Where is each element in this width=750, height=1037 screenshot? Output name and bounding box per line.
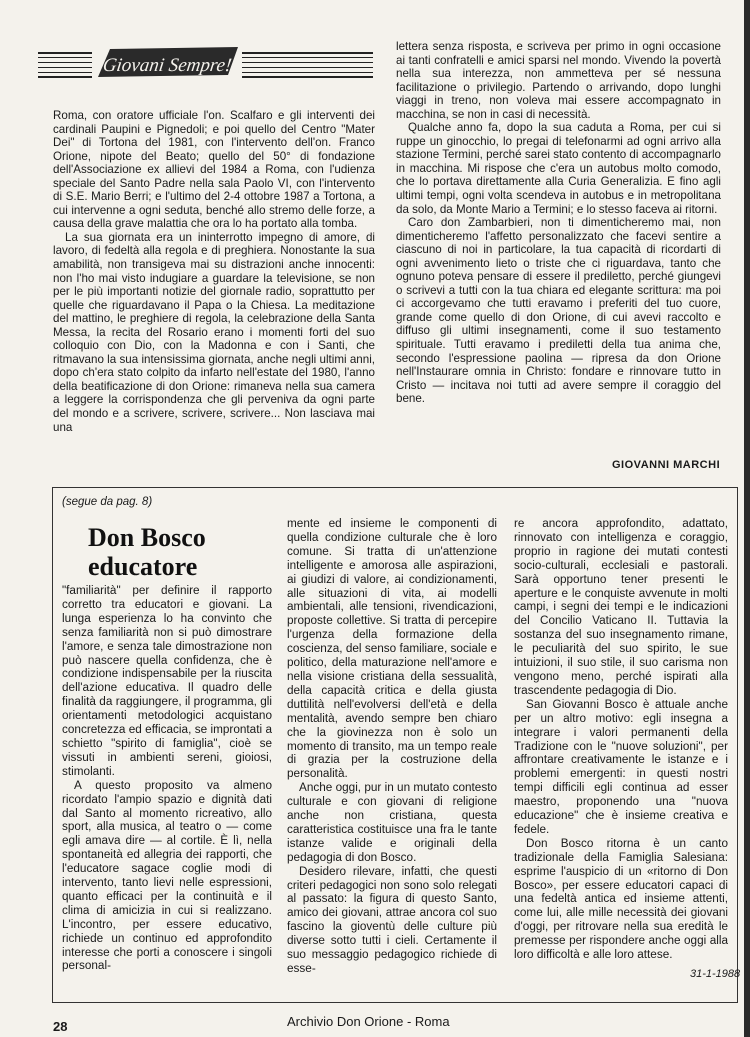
header-rules-right <box>242 52 373 81</box>
bottom-article-column-3 <box>514 517 728 969</box>
paragraph: La sua giornata era un ininterrotto impegno di amore, di lavoro, di fedeltà alla regola e di preghiera. Nonostante la sua amabilità, non transigeva mai su distrazioni anche innocenti: non l'ho mai visto indugiare a guardare la televisione, se non per le più importanti notizie del giornale radio, soprattutto per quelle che riguardavano il Papa o la Chiesa. La meditazione del mattino, le preghiere di regola, la celebrazione della Santa Messa, la recita del Rosario erano i momenti forti del suo colloquio con Dio, con la Madonna e con i Santi, che ritmavano la sua intensissima giornata, anche negli ultimi anni, dopo ch'era stato colpito da infarto nell'estate del 1980, l'anno della beatificazione di don Orione: rimaneva nella sua camera a leggere la corrispondenza che gli perveniva da ogni parte del mondo e a scrivere, scrivere, scrivere... Non lasciava mai una <box>53 230 375 434</box>
article-date: 31-1-1988 <box>690 968 741 980</box>
header-rules-left <box>38 52 92 81</box>
paragraph: "familiarità" per definire il rapporto corretto tra educatori e giovani. La lunga esperienza lo ha convinto che senza familiarità non si può dimostrare l'amore, e senza tale dimostrazione non può nascere quella confidenza, che è condizione indispensabile per la riuscita dell'azione educativa. Il quadro delle finalità da raggiungere, il programma, gli orientamenti metodologici acquistano concretezza ed efficacia, se improntati a schietto "spirito di famiglia", cioè se vissuti in ambienti sereni, gioiosi, stimolanti. <box>62 584 272 778</box>
paragraph: lettera senza risposta, e scriveva per primo in ogni occasione ai tanti confratelli e amici sparsi nel mondo. Vivendo la povertà nella sua interezza, non ammetteva per sé nessuna facilitazione o privilegio. Partendo o arrivando, dopo lunghi viaggi in treno, non voleva mai essere accompagnato in macchina, se non in casi di necessità. <box>396 40 721 121</box>
title-line: Don Bosco <box>88 523 206 552</box>
paragraph: A questo proposito va almeno ricordato l'ampio spazio e dignità dati dal Santo al momento ricreativo, allo sport, alla musica, al teatro o — come egli amava dire — al cortile. È lì, nella spontaneità ed allegria dei rapporti, che l'educatore sagace coglie modi di intervento, tanto lievi nelle espressioni, quanto efficaci per la continuità e il clima di amicizia in cui si realizzano. L'incontro, per essere educativo, richiede un continuo ed approfondito interesse che porti a conoscere i singoli personal- <box>62 778 272 973</box>
bottom-article-column-2 <box>287 517 497 994</box>
paragraph: Anche oggi, pur in un mutato contesto culturale e con giovani di religione anche non cristiana, questa caratteristica costituisce una fra le tante istanze valide e originali della pedagogia di don Bosco. <box>287 781 497 864</box>
archive-footer: Archivio Don Orione - Roma <box>287 1014 450 1029</box>
paragraph: Desidero rilevare, infatti, che questi criteri pedagogici non sono solo relegati al passato: la figura di questo Santo, amico dei giovani, attrae ancora col suo fascino la gioventù delle culture più diverse sotto tutti i cieli. Certamente il suo messaggio pedagogico richiede di esse- <box>287 864 497 975</box>
paragraph: Don Bosco ritorna è un canto tradizionale della Famiglia Salesiana: esprime l'auspicio di un «ritorno di Don Bosco», per essere educatori capaci di una fedeltà antica ed insieme attenti, come lui, alle mille necessità dei giovani d'oggi, per ritrovare nella sua eredità le premesse per rispondere anche oggi alla loro difficoltà e alle loro attese. <box>514 836 728 962</box>
bottom-article-column-1 <box>62 584 272 994</box>
top-article-column-1 <box>53 109 375 475</box>
paragraph: San Giovanni Bosco è attuale anche per un altro motivo: egli insegna a integrare i valori permanenti della Tradizione con le "nuove soluzioni", per affrontare creativamente le istanze e i problemi emergenti: in questi nostri tempi difficili egli continua ad esser maestro, proponendo una "nuova educazione" che è insieme creativa e fedele. <box>514 697 728 836</box>
logo-text: Giovani Sempre! <box>101 55 233 76</box>
author-byline: GIOVANNI MARCHI <box>612 459 721 471</box>
paragraph: re ancora approfondito, adattato, rinnovato con intelligenza e coraggio, proprio in ragione dei mutati contesti socio-culturali, ecclesiali e pastorali. Sarà opportuno tener presenti le aperture e le conquiste avvenute in molti campi, i segni dei tempi e le indicazioni del Concilio Vaticano II. Tuttavia la sostanza del suo insegnamento rimane, le peculiarità del suo spirito, le sue intuizioni, il suo stile, il suo carisma non vengono meno, perché ispirati alla trascendente pedagogia di Dio. <box>514 517 728 697</box>
scan-edge <box>744 0 750 1037</box>
page-number: 28 <box>53 1019 68 1034</box>
giovani-sempre-logo <box>92 44 242 80</box>
paragraph: Caro don Zambarbieri, non ti dimenticheremo mai, non dimenticheremo l'affetto personalizzato che facevi sentire a ciascuno di noi in particolare, la tua capacità di ricordarti di ogni avvenimento lieto o triste che ci riguardava, tanto che ognuno poteva pensare di essere il prediletto, perché giungevi o scrivevi a tutti con la tua chiara ed elegante scrittura: ma poi ci accorgevamo che tutti eravamo i preferiti del tuo cuore, grande come quello di don Orione, di cui avevi raccolto e diffuso gli ultimi insegnamenti, come il suo testamento spirituale. Tutti eravamo i prediletti della tua anima che, secondo l'espressione paolina — ripresa da don Orione nell'Instaurare omnia in Christo: fondare e rinnovare tutto in Cristo — incitava noi tutti ad avere sempre il coraggio del bene. <box>396 216 721 406</box>
paragraph: mente ed insieme le componenti di quella condizione culturale che è loro comune. Si tratta di un'attenzione intelligente e amorosa alle aspirazioni, ai giudizi di valore, ai condizionamenti, alle situazioni di vita, ai modelli ambientali, alle tensioni, rivendicazioni, proposte collettive. Si tratta di percepire l'urgenza della formazione della coscienza, del senso familiare, sociale e politico, della maturazione nell'amore e nella visione cristiana della sessualità, della capacità critica e della giusta duttilità nell'evolversi dell'età e della mentalità, avendo sempre ben chiaro che la giovinezza non è solo un momento di transito, ma un tempo reale di grazia per la costruzione della personalità. <box>287 517 497 781</box>
continued-from-note: (segue da pag. 8) <box>62 496 153 508</box>
title-line: educatore <box>88 552 198 581</box>
top-article-column-2 <box>396 40 721 454</box>
article-title <box>88 523 206 581</box>
paragraph: Qualche anno fa, dopo la sua caduta a Roma, per cui si ruppe un ginocchio, lo pregai di telefonarmi ad ogni arrivo alla stazione Termini, perché sarei stato contento di accompagnarlo in macchina. Mi rispose che c'era un autobus molto comodo, che lo portava direttamente alla Curia Generalizia. E fino agli ultimi tempi, ogni volta scendeva in autobus e in metropolitana da solo, da Monte Mario a Termini; e lo stesso faceva ai ritorni. <box>396 121 721 216</box>
paragraph: Roma, con oratore ufficiale l'on. Scalfaro e gli interventi dei cardinali Paupini e Pignedoli; e poi quello del Centro "Mater Dei" di Tortona del 1981, con l'intervento dell'on. Franco Orione, nipote del Beato; quello del 50° di fondazione dell'Associazione ex allievi del 1984 a Roma, con l'udienza speciale del Santo Padre nella sala Paolo VI, con l'intervento di S.E. Mario Berri; e l'ultimo del 2-4 ottobre 1987 a Tortona, a cui intervenne a ogni seduta, benché allo stremo delle forze, a causa della grave malattia che ora lo ha portato alla tomba. <box>53 109 375 231</box>
